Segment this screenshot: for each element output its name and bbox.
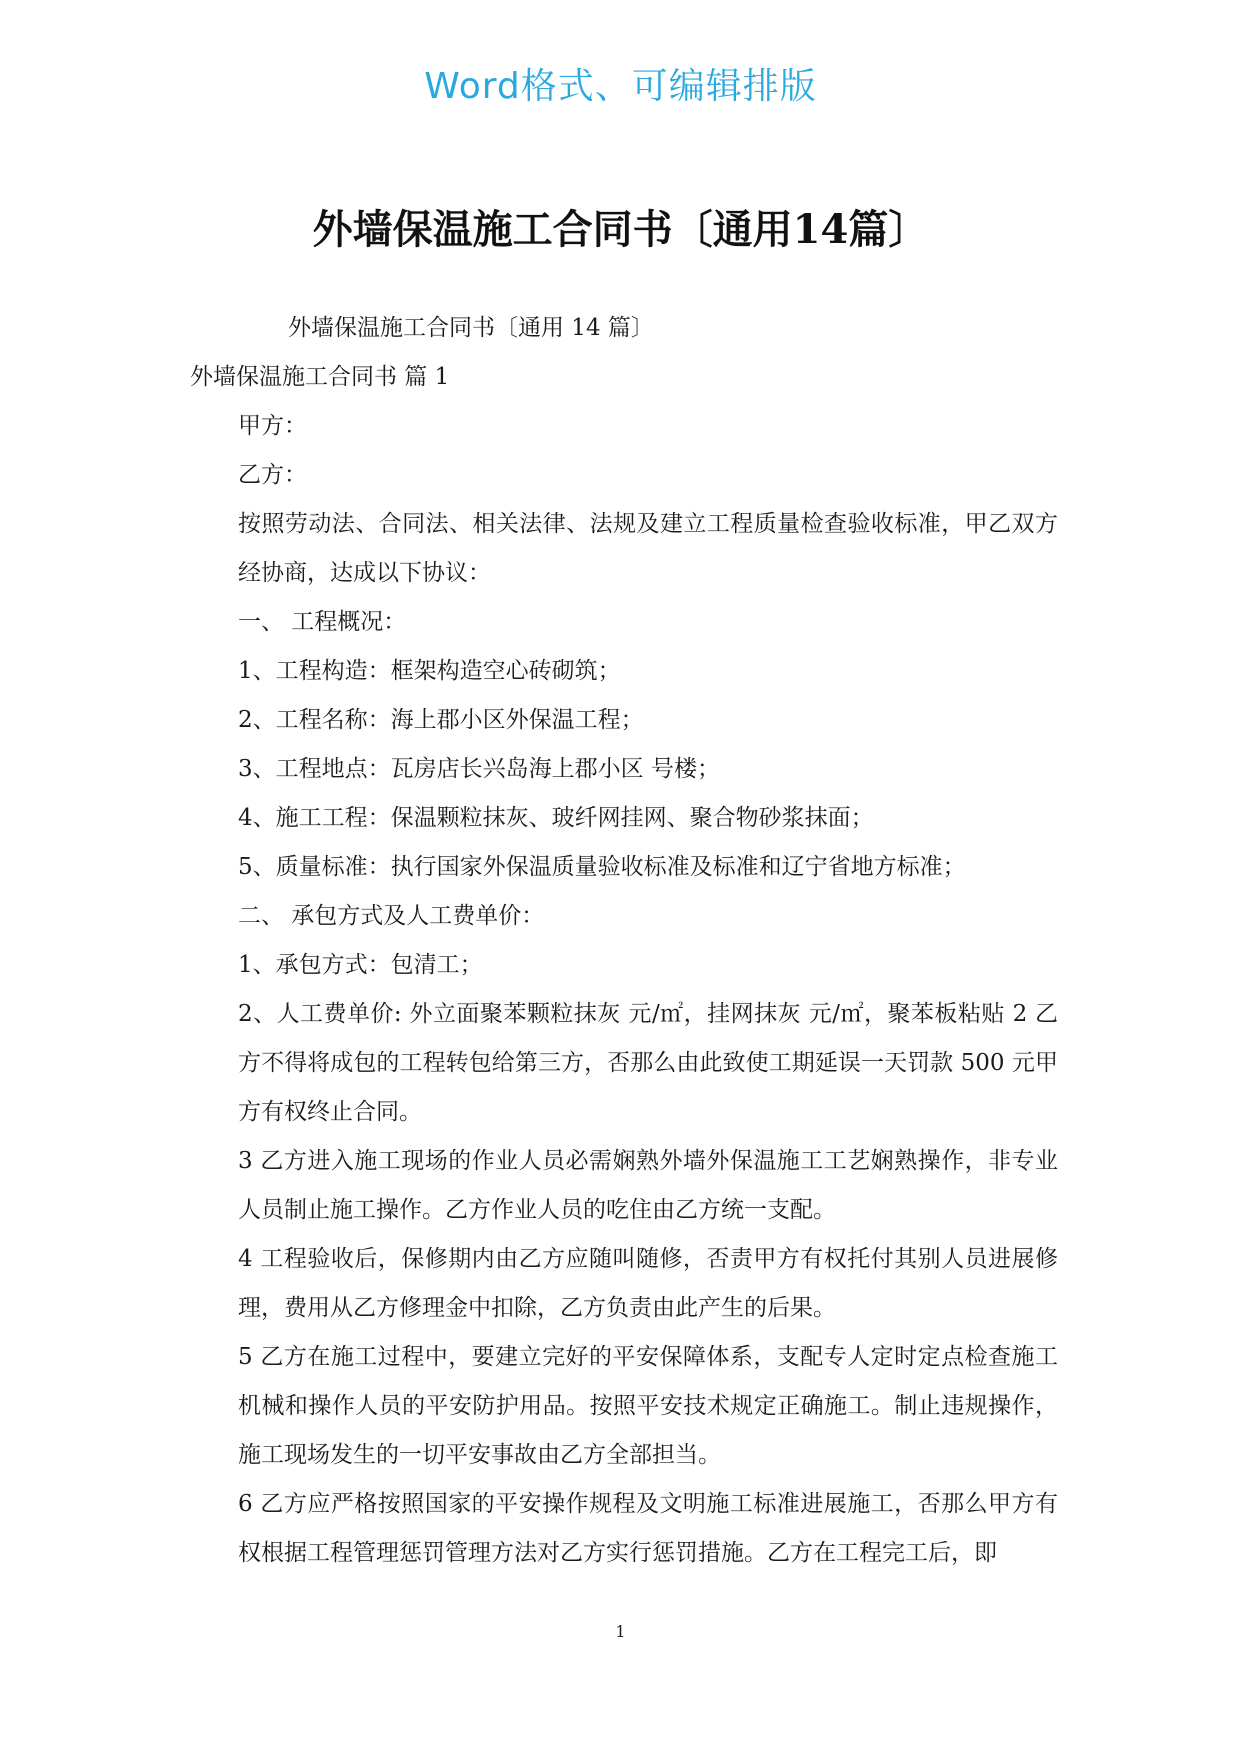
party-b-label: 乙方： [238,462,307,488]
document-subtitle: 外墙保温施工合同书〔通用 14 篇〕 [288,315,654,341]
document-title: 外墙保温施工合同书〔通用14篇〕 [312,206,929,253]
list-item: 4 工程验收后，保修期内由乙方应随叫随修，否责甲方有权托付其别人员进展修理，费用从乙方修理金中扣除，乙方负责由此产生的后果。 [238,1246,1058,1321]
list-item: 6 乙方应严格按照国家的平安操作规程及文明施工标准进展施工，否那么甲方有权根据工程管理惩罚管理方法对乙方实行惩罚措施。乙方在工程完工后，即 [238,1491,1058,1566]
page-number: 1 [615,1622,626,1641]
list-item: 5、质量标准：执行国家外保温质量验收标准及标准和辽宁省地方标准； [238,854,966,880]
party-a-label: 甲方： [238,413,307,439]
section-1-title: 一、 工程概况： [238,609,407,635]
list-item: 1、工程构造：框架构造空心砖砌筑； [238,658,621,684]
list-item: 3、工程地点：瓦房店长兴岛海上郡小区 号楼； [238,756,720,782]
list-item: 2、工程名称：海上郡小区外保温工程； [238,707,644,733]
section-2-title: 二、 承包方式及人工费单价： [238,903,545,929]
list-item: 1、承包方式：包清工； [238,952,483,978]
list-item: 3 乙方进入施工现场的作业人员必需娴熟外墙外保温施工工艺娴熟操作，非专业人员制止施工操作。乙方作业人员的吃住由乙方统一支配。 [238,1148,1058,1223]
list-item: 2、人工费单价: 外立面聚苯颗粒抹灰 元/㎡，挂网抹灰 元/㎡，聚苯板粘贴 2 乙方不得将成包的工程转包给第三方，否那么由此致使工期延误一天罚款 500 元甲方有权终止合同。 [238,1001,1058,1125]
list-item: 5 乙方在施工过程中，要建立完好的平安保障体系，支配专人定时定点检查施工机械和操作人员的平安防护用品。按照平安技术规定正确施工。制止违规操作，施工现场发生的一切平安事故由乙方全部担当。 [238,1344,1058,1468]
header-banner: Word格式、可编辑排版 [424,66,817,107]
list-item: 4、施工工程：保温颗粒抹灰、玻纤网挂网、聚合物砂浆抹面； [238,805,874,831]
section-heading: 外墙保温施工合同书 篇 1 [190,364,450,390]
document-body [190,304,1058,1578]
intro-paragraph: 按照劳动法、合同法、相关法律、法规及建立工程质量检查验收标准，甲乙双方经协商，达成以下协议： [238,511,1058,586]
